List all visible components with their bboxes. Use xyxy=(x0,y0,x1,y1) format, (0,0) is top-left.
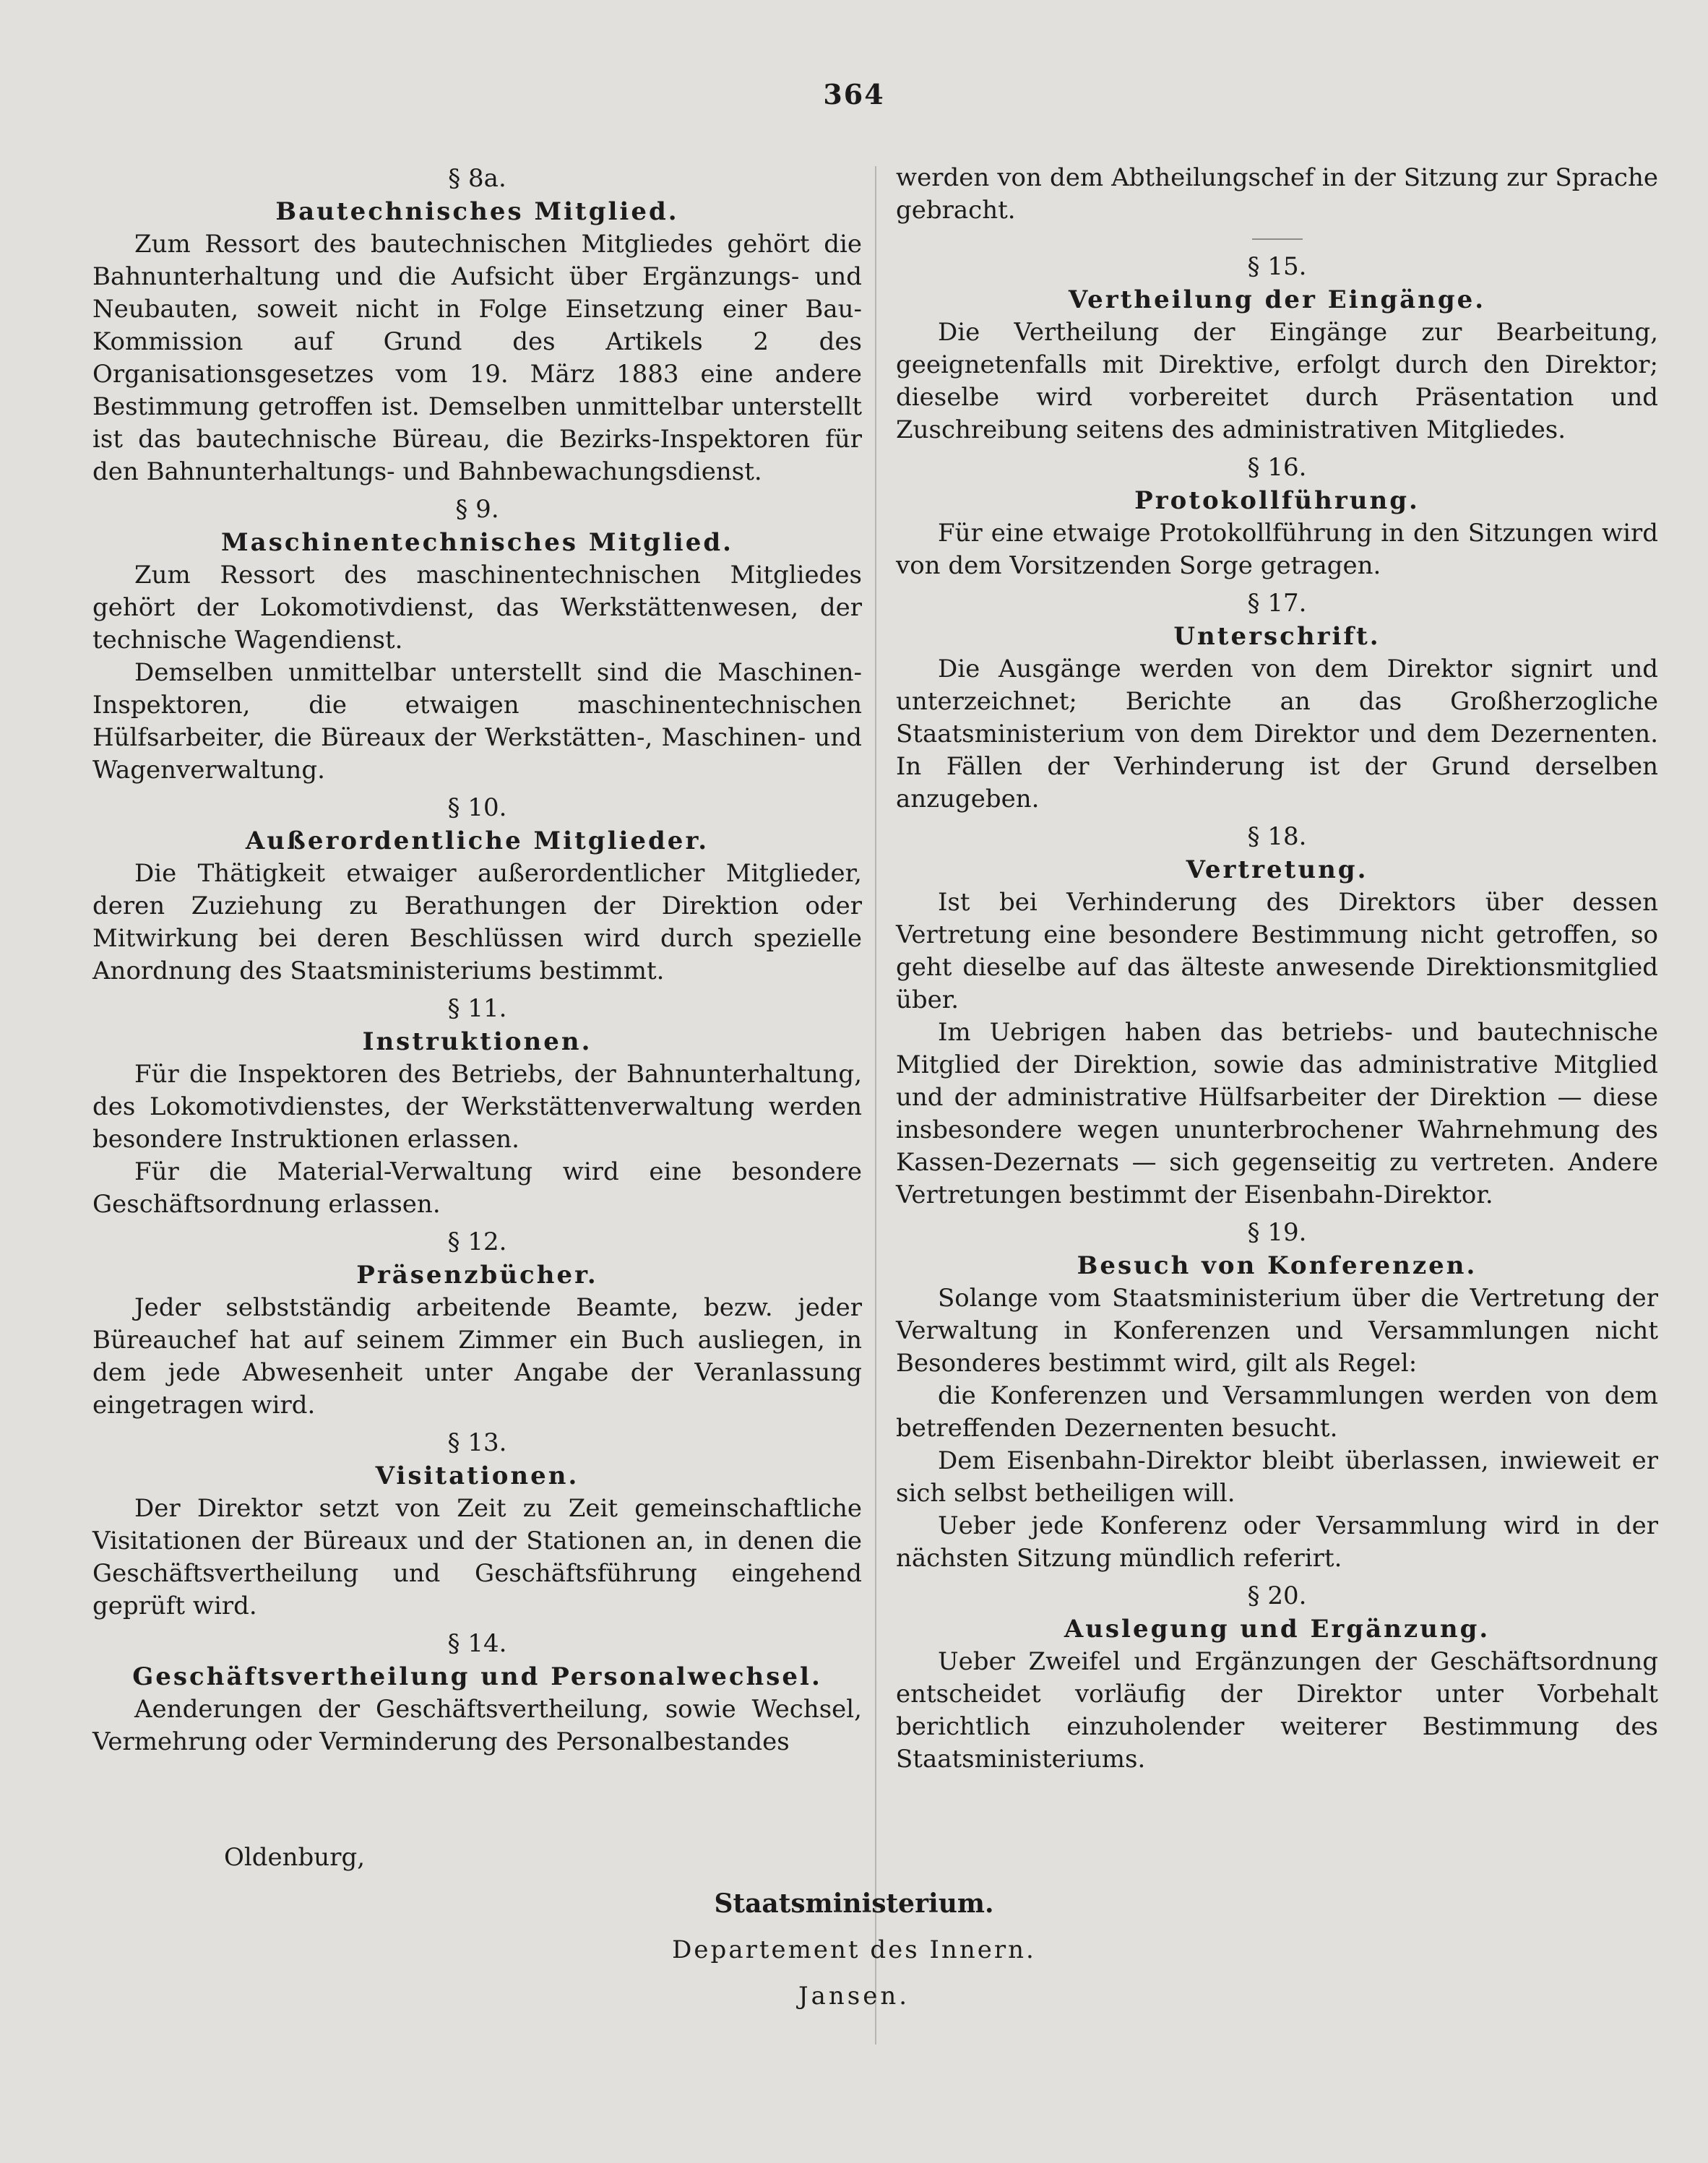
paragraph: Für eine etwaige Protokollführung in den Sitzungen wird von dem Vorsitzenden Sorge getragen. xyxy=(896,519,1658,580)
paragraph: Zum Ressort des maschinentechnischen Mitgliedes gehört der Lokomotivdienst, das Werkstättenwesen, der technische Wagendienst. xyxy=(92,561,862,655)
paragraph: Ueber Zweifel und Ergänzungen der Geschäftsordnung entscheidet vorläufig der Direktor unter Vorbehalt berichtlich einzuholender weiterer Bestimmung des Staatsministeriums. xyxy=(896,1647,1658,1774)
paragraph: Der Direktor setzt von Zeit zu Zeit gemeinschaftliche Visitationen der Büreaux und der Stationen an, in denen die Geschäftsvertheilung und Geschäftsführung eingehend geprüft wird. xyxy=(92,1494,862,1620)
paragraph: Im Uebrigen haben das betriebs- und bautechnische Mitglied der Direktion, sowie das administrative Mitglied und der administrative Hülfsarbeiter der Direktion — diese insbesondere wegen ununterbrochener Wahrnehmung des Kassen-Dezernats — sich gegenseitig zu vertreten. Andere Vertretungen bestimmt der Eisenbahn-Direktor. xyxy=(896,1018,1658,1209)
section-number: § 20. xyxy=(1247,1581,1307,1610)
section-number: § 11. xyxy=(447,994,507,1023)
paragraph: Die Ausgänge werden von dem Direktor signirt und unterzeichnet; Berichte an das Großherzogliche Staatsministerium von dem Direktor und dem Dezernenten. In Fällen der Verhinderung ist der Grund derselben anzugeben. xyxy=(896,655,1658,813)
section-heading: Außerordentliche Mitglieder. xyxy=(245,826,709,855)
section-number: § 10. xyxy=(447,793,507,822)
paragraph: Aenderungen der Geschäftsvertheilung, sowie Wechsel, Vermehrung oder Verminderung des Personalbestandes xyxy=(92,1695,862,1756)
section-number: § 18. xyxy=(1247,822,1307,851)
department-line: Departement des Innern. xyxy=(672,1935,1036,1964)
section-heading: Auslegung und Ergänzung. xyxy=(1064,1615,1491,1644)
paragraph: Demselben unmittelbar unterstellt sind die Maschinen-Inspektoren, die etwaigen maschinentechnischen Hülfsarbeiter, die Büreaux der Werkstätten-, Maschinen- und Wagenverwaltung. xyxy=(92,658,862,785)
section-number: § 15. xyxy=(1247,252,1307,281)
section-heading: Geschäftsvertheilung und Personalwechsel. xyxy=(132,1662,822,1691)
section-number: § 14. xyxy=(447,1629,507,1658)
section-heading: Präsenzbücher. xyxy=(356,1261,598,1290)
section-number: § 19. xyxy=(1247,1218,1307,1247)
section-heading: Maschinentechnisches Mitglied. xyxy=(221,528,733,557)
paragraph: Ueber jede Konferenz oder Versammlung wird in der nächsten Sitzung mündlich referirt. xyxy=(896,1511,1658,1573)
section-heading: Vertretung. xyxy=(1186,855,1368,884)
section-number: § 13. xyxy=(447,1428,507,1457)
left-column xyxy=(92,162,862,1758)
paragraph: Dem Eisenbahn-Direktor bleibt überlassen, inwieweit er sich selbst betheiligen will. xyxy=(896,1446,1658,1508)
section-heading: Vertheilung der Eingänge. xyxy=(1068,285,1486,314)
section-number: § 12. xyxy=(447,1227,507,1256)
paragraph: die Konferenzen und Versammlungen werden von dem betreffenden Dezernenten besucht. xyxy=(896,1381,1658,1443)
section-heading: Visitationen. xyxy=(375,1462,579,1490)
section-heading: Besuch von Konferenzen. xyxy=(1077,1251,1478,1280)
paragraph: Ist bei Verhinderung des Direktors über dessen Vertretung eine besondere Bestimmung nicht getroffen, so geht dieselbe auf das älteste anwesende Direktionsmitglied über. xyxy=(896,888,1658,1014)
paragraph: Zum Ressort des bautechnischen Mitgliedes gehört die Bahnunterhaltung und die Aufsicht über Ergänzungs- und Neubauten, soweit nicht in Folge Einsetzung einer Bau-Kommission auf Grund des Artikels 2 des Organisationsgesetzes vom 19. März 1883 eine andere Bestimmung getroffen ist. Demselben unmittelbar unterstellt ist das bautechnische Büreau, die Bezirks-Inspektoren für den Bahnunterhaltungs- und Bahnbewachungsdienst. xyxy=(92,230,862,486)
column-divider xyxy=(875,166,876,2045)
right-column xyxy=(896,162,1658,1776)
section-heading: Bautechnisches Mitglied. xyxy=(275,197,679,226)
section-heading: Protokollführung. xyxy=(1134,486,1420,515)
section-number: § 17. xyxy=(1247,589,1307,618)
paragraph: Für die Inspektoren des Betriebs, der Bahnunterhaltung, des Lokomotivdienstes, der Werkstättenverwaltung werden besondere Instruktionen erlassen. xyxy=(92,1060,862,1154)
section-number: § 16. xyxy=(1247,453,1307,482)
paragraph: Jeder selbstständig arbeitende Beamte, bezw. jeder Büreauchef hat auf seinem Zimmer ein Buch ausliegen, in dem jede Abwesenheit unter Angabe der Veranlassung eingetragen wird. xyxy=(92,1293,862,1420)
paragraph: Solange vom Staatsministerium über die Vertretung der Verwaltung in Konferenzen und Versammlungen nicht Besonderes bestimmt wird, gilt als Regel: xyxy=(896,1284,1658,1378)
page-number: 364 xyxy=(823,78,885,111)
paragraph: Die Vertheilung der Eingänge zur Bearbeitung, geeignetenfalls mit Direktive, erfolgt durch den Direktor; dieselbe wird vorbereitet durch Präsentation und Zuschreibung seitens des administrativen Mitgliedes. xyxy=(896,318,1658,444)
paragraph: Für die Material-Verwaltung wird eine besondere Geschäftsordnung erlassen. xyxy=(92,1157,862,1219)
ministry-line: Staatsministerium. xyxy=(714,1888,994,1919)
paragraph-continuation: werden von dem Abtheilungschef in der Sitzung zur Sprache gebracht. xyxy=(896,163,1658,225)
section-heading: Unterschrift. xyxy=(1173,622,1381,651)
place-line: Oldenburg, xyxy=(224,1843,366,1872)
section-number: § 8a. xyxy=(448,164,506,193)
separator-rule xyxy=(1252,238,1303,240)
section-heading: Instruktionen. xyxy=(362,1027,592,1056)
signer-name: Jansen. xyxy=(798,1982,910,2011)
section-number: § 9. xyxy=(455,495,499,524)
paragraph: Die Thätigkeit etwaiger außerordentlicher Mitglieder, deren Zuziehung zu Berathungen der Direktion oder Mitwirkung bei deren Beschlüssen wird durch spezielle Anordnung des Staatsministeriums bestimmt. xyxy=(92,859,862,985)
